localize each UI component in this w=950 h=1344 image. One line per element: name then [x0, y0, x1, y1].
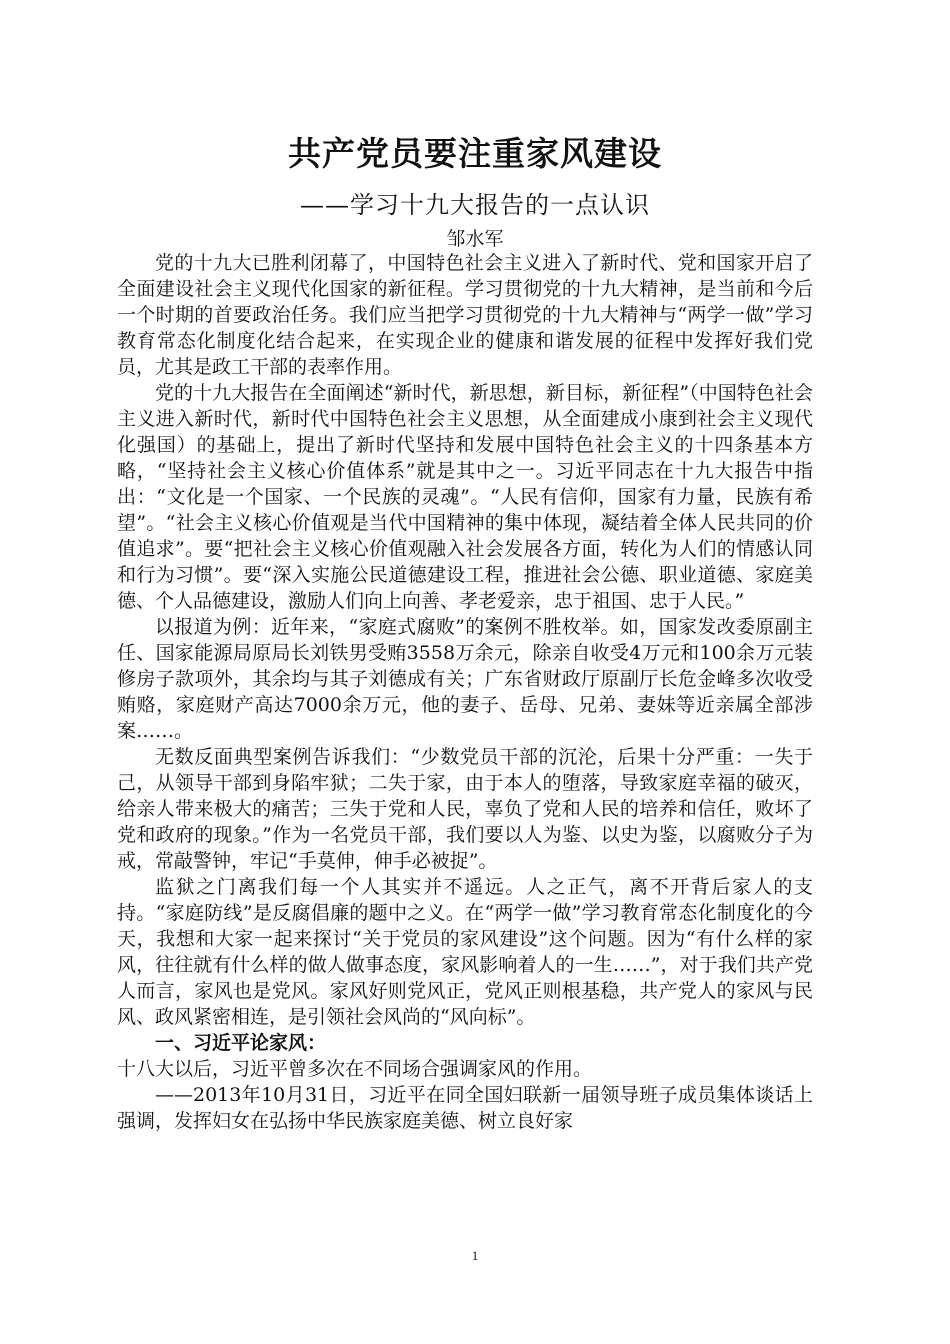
page-number: 1 — [471, 1248, 479, 1263]
section-heading: 一、习近平论家风： — [155, 1032, 327, 1054]
paragraph-family-style: 监狱之门离我们每一个人其实并不遥远。人之正气，离不开背后家人的支持。“家庭防线”是反腐倡廉的题中之义。在“两学一做”学习教育常态化制度化的今天，我想和大家一起来探讨“关于党员的家风建设”这个问题。因为“有什么样的家风，往往就有什么样的做人做事态度，家风影响着人的一生……”，对于我们共产党人而言，家风也是党风。家风好则党风正，党风正则根基稳，共产党人的家风与民风、政风紧密相连，是引领社会风尚的“风向标”。 — [117, 876, 813, 1028]
paragraph-lessons: 无数反面典型案例告诉我们：“少数党员干部的沉沦，后果十分严重：一失于己，从领导干部到身陷牢狱；二失于家，由于本人的堕落，导致家庭幸福的破灭，给亲人带来极大的痛苦；三失于党和人民，辜负了党和人民的培养和信任，败坏了党和政府的现象。”作为一名党员干部，我们要以人为鉴、以史为鉴，以腐败分子为戒，常敲警钟，牢记“手莫伸，伸手必被捉”。 — [117, 746, 813, 872]
paragraph-intro: 党的十九大已胜利闭幕了，中国特色社会主义进入了新时代、党和国家开启了全面建设社会主义现代化国家的新征程。学习贯彻党的十九大精神，是当前和今后一个时期的首要政治任务。我们应当把学习贯彻党的十九大精神与“两学一做”学习教育常态化制度化结合起来，在实现企业的健康和谐发展的征程中发挥好我们党员，尤其是政工干部的表率作用。 — [117, 252, 813, 378]
section-paragraph-intro: 十八大以后，习近平曾多次在不同场合强调家风的作用。 — [117, 1058, 593, 1080]
document-body — [117, 250, 813, 1134]
document-subtitle: ——学习十九大报告的一点认识 — [300, 191, 650, 219]
paragraph-cases: 以报道为例：近年来，“家庭式腐败”的案例不胜枚举。如，国家发改委原副主任、国家能源局原局长刘铁男受贿3558万余元，除亲自收受4万元和100余万元装修房子款项外，其余均与其子刘德成有关；广东省财政厅原副厅长危金峰多次收受贿赂，家庭财产高达7000余万元，他的妻子、岳母、兄弟、妻妹等近亲属全部涉案……。 — [117, 616, 813, 742]
section-paragraph-2013: ——2013年10月31日，习近平在同全国妇联新一届领导班子成员集体谈话上强调，发挥妇女在弘扬中华民族家庭美德、树立良好家 — [117, 1084, 813, 1132]
document-title: 共产党员要注重家风建设 — [288, 134, 662, 173]
author-name: 邹水军 — [446, 228, 504, 250]
paragraph-report: 党的十九大报告在全面阐述“新时代，新思想，新目标，新征程”（中国特色社会主义进入新时代，新时代中国特色社会主义思想，从全面建成小康到社会主义现代化强国）的基础上，提出了新时代坚持和发展中国特色社会主义的十四条基本方略，“坚持社会主义核心价值体系”就是其中之一。习近平同志在十九大报告中指出：“文化是一个国家、一个民族的灵魂”。“人民有信仰，国家有力量，民族有希望”。“社会主义核心价值观是当代中国精神的集中体现，凝结着全体人民共同的价值追求”。要“把社会主义核心价值观融入社会发展各方面，转化为人们的情感认同和行为习惯”。要“深入实施公民道德建设工程，推进社会公德、职业道德、家庭美德、个人品德建设，激励人们向上向善、孝老爱亲，忠于祖国、忠于人民。” — [117, 382, 813, 612]
